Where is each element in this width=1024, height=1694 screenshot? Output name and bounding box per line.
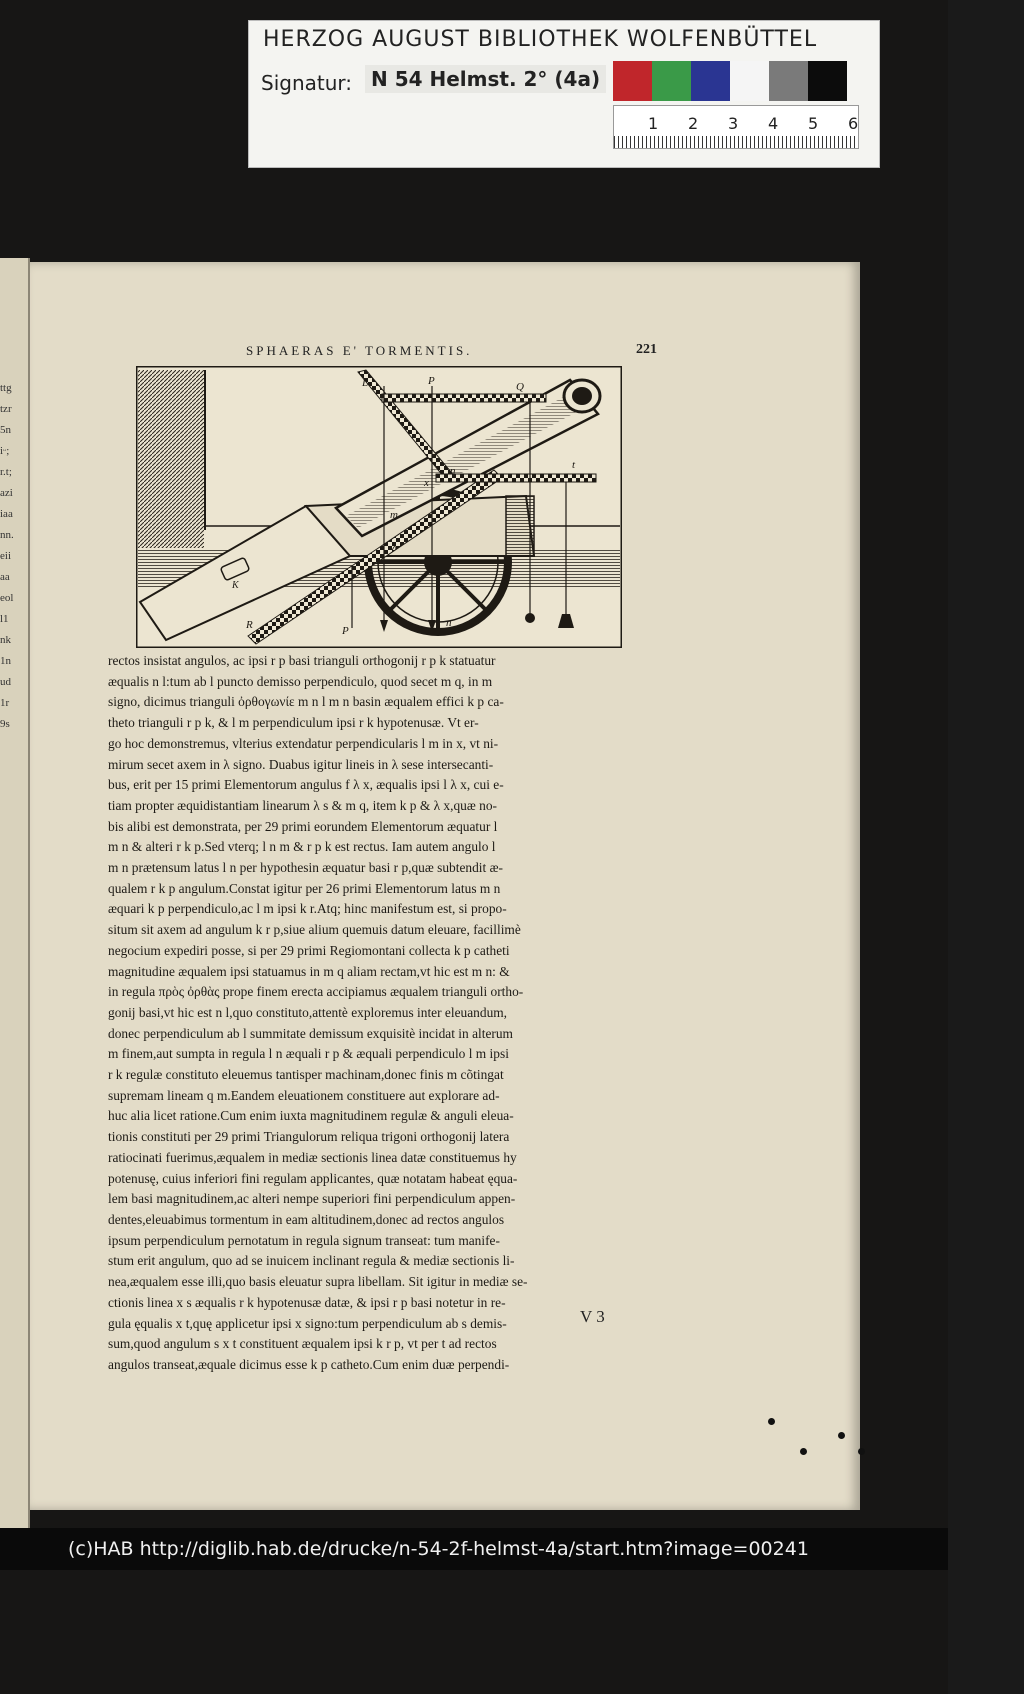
- figure-letter: x: [424, 477, 429, 489]
- color-calibration-strip: [613, 61, 849, 101]
- text-line: magnitudine æqualem ipsi statuamus in m q aliam rectam,vt hic est m n: &: [108, 963, 510, 979]
- text-line: go hoc demonstremus, vlterius extendatur perpendicularis l m in x, vt ni-: [108, 735, 499, 751]
- ink-dot: [858, 1448, 865, 1455]
- text-line: lem basi magnitudinem,ac alteri nempe superiori fini perpendiculum appen-: [108, 1191, 516, 1207]
- text-line: in regula πρὸς ὀρθὰς prope finem erecta accipiamus æqualem trianguli ortho-: [108, 984, 524, 1000]
- ruler-ticks: [614, 136, 858, 148]
- running-head: SPHAERAS E' TORMENTIS.: [246, 343, 473, 358]
- signature-value: N 54 Helmst. 2° (4a): [365, 65, 606, 93]
- text-line: qualem r k p angulum.Constat igitur per 26 primi Elementorum latus m n: [108, 880, 501, 896]
- text-line: stum erit angulum, quo ad se inuicem inclinant regula & mediæ sectionis li-: [108, 1253, 515, 1269]
- ink-dot: [768, 1418, 775, 1425]
- text-line: gula ęqualis x t,quę applicetur ipsi x signo:tum perpendiculum ab s demis-: [108, 1315, 507, 1331]
- text-line: ctionis linea x s æqualis r k hypotenusæ datæ, & ipsi r p basi notetur in re-: [108, 1294, 506, 1310]
- page-number: 221: [636, 342, 657, 357]
- text-line: dentes,eleuabimus tormentum in eam altitudinem,donec ad rectos angulos: [108, 1211, 505, 1227]
- wall: [138, 370, 204, 548]
- figure-letter: λ: [392, 541, 397, 553]
- text-line: rectos insistat angulos, ac ipsi r p basi trianguli orthogonij r p k statuatur: [108, 653, 496, 668]
- text-line: supremam lineam q m.Eandem eleuationem constituere aut explorare ad-: [108, 1087, 500, 1103]
- signature-mark: V 3: [580, 1307, 605, 1326]
- left-page-edge: [0, 258, 30, 1528]
- library-name: HERZOG AUGUST BIBLIOTHEK WOLFENBÜTTEL: [263, 27, 818, 52]
- plumb-bob: [525, 613, 535, 623]
- text-line: tiam propter æquidistantiam linearum λ s & m q, item k p & λ x,quæ no-: [108, 797, 497, 813]
- text-line: donec perpendiculum ab l summitate demissum exquisitè incidat in alterum: [108, 1025, 513, 1041]
- text-line: angulos transeat,æquale dicimus esse k p catheto.Cum enim duæ perpendi-: [108, 1356, 510, 1372]
- signature-label: Signatur:: [261, 71, 353, 95]
- text-line: m finem,aut sumpta in regula l n æquali r p & æquali perpendiculo l m ipsi: [108, 1046, 509, 1062]
- copyright-url[interactable]: (c)HAB http://diglib.hab.de/drucke/n-54-2f-helmst-4a/start.htm?image=00241: [68, 1538, 809, 1560]
- scale-ruler: [613, 105, 859, 149]
- text-line: r k regulæ constituto eleuemus tantisper machinam,donec finis m cõtingat: [108, 1067, 504, 1083]
- swatch-white: [730, 61, 769, 101]
- text-line: sum,quod angulum s x t constituent æqualem ipsi k r p, vt per t ad rectos: [108, 1336, 497, 1352]
- swatch-green: [652, 61, 691, 101]
- text-line: ipsum perpendiculum pernotatum in regula signum transeat: tum manife-: [108, 1232, 500, 1248]
- left-page-fragments: ttgtzr5niᵕ;r.t;aziiaann.eiiaaeoll1nk1nud1r9s: [0, 382, 14, 730]
- swatch-blue: [691, 61, 730, 101]
- figure-letter: K: [232, 580, 239, 591]
- ink-dot: [838, 1432, 845, 1439]
- ruler-number: 5: [808, 114, 819, 133]
- swatch-gray: [769, 61, 808, 101]
- ruler-number: 3: [728, 114, 739, 133]
- figure-letter: P: [428, 375, 435, 387]
- text-line: ratiocinati fuerimus,æqualem in mediæ sectionis linea datæ constituemus hy: [108, 1149, 517, 1165]
- text-line: æquari k p perpendiculo,ac l m ipsi k r.Atq; hinc manifestum est, si propo-: [108, 901, 507, 917]
- footer-bar: [0, 1528, 948, 1570]
- text-line: æqualis n l:tum ab l puncto demisso perpendiculo, quod secet m q, in m: [108, 673, 493, 689]
- text-line: bus, erit per 15 primi Elementorum angulus f λ x, æqualis ipsi l λ x, cui e-: [108, 777, 504, 793]
- figure-letter: P: [342, 625, 349, 637]
- body-text: [108, 651, 674, 1376]
- text-line: bis alibi est demonstrata, per 29 primi eorundem Elementorum æquatur l: [108, 818, 498, 834]
- swatch-red: [613, 61, 652, 101]
- cannon-woodcut: [136, 366, 622, 648]
- ruler-number: 1: [648, 114, 659, 133]
- figure-letter: t: [572, 459, 576, 471]
- figure-letter: n: [450, 465, 456, 477]
- figure-letter: R: [246, 619, 253, 631]
- text-line: potenusę, cuius inferiori fini regulam applicantes, quæ notatam habeat ęqua-: [108, 1170, 518, 1186]
- text-line: theto trianguli r p k, & l m perpendiculum ipsi r k hypotenusæ. Vt er-: [108, 715, 479, 731]
- ruler-number: 4: [768, 114, 779, 133]
- text-line: m n prætensum latus l n per hypothesin æquatur basi r p,quæ subtendit æ-: [108, 860, 503, 876]
- ink-dot: [800, 1448, 807, 1455]
- text-line: nea,æqualem esse illi,quo basis eleuatur supra libellam. Sit igitur in mediæ se-: [108, 1274, 528, 1290]
- library-label: [248, 20, 880, 168]
- figure-letter: L: [362, 377, 369, 389]
- swatch-black: [808, 61, 847, 101]
- figure-letter: n: [446, 617, 452, 629]
- text-line: signo, dicimus trianguli ὀρθογωνίε m n l m n basin æqualem effici k p ca-: [108, 694, 504, 710]
- text-line: mirum secet axem in λ signo. Duabus igitur lineis in λ sese intersecanti-: [108, 756, 494, 772]
- ruler-number: 6: [848, 114, 859, 133]
- text-line: m n & alteri r k p.Sed vterq; l n m & r p k est rectus. Iam autem angulo l: [108, 839, 496, 855]
- text-line: huc alia licet ratione.Cum enim iuxta magnitudinem regulæ & anguli eleua-: [108, 1108, 514, 1124]
- text-line: tionis constituti per 29 primi Triangulorum reliqua trigoni orthogonij latera: [108, 1129, 510, 1145]
- figure-letter: Q: [516, 381, 524, 393]
- text-line: negocium expediri posse, si per 29 primi Regiomontani collecta k p catheti: [108, 942, 510, 958]
- figure-letter: m: [390, 509, 398, 521]
- text-line: situm sit axem ad angulum k r p,siue alium quemuis datum eleuare, facillimè: [108, 922, 521, 938]
- text-line: gonij basi,vt hic est n l,quo constituto,attentè exploremus inter eleuandum,: [108, 1004, 508, 1020]
- ruler-number: 2: [688, 114, 699, 133]
